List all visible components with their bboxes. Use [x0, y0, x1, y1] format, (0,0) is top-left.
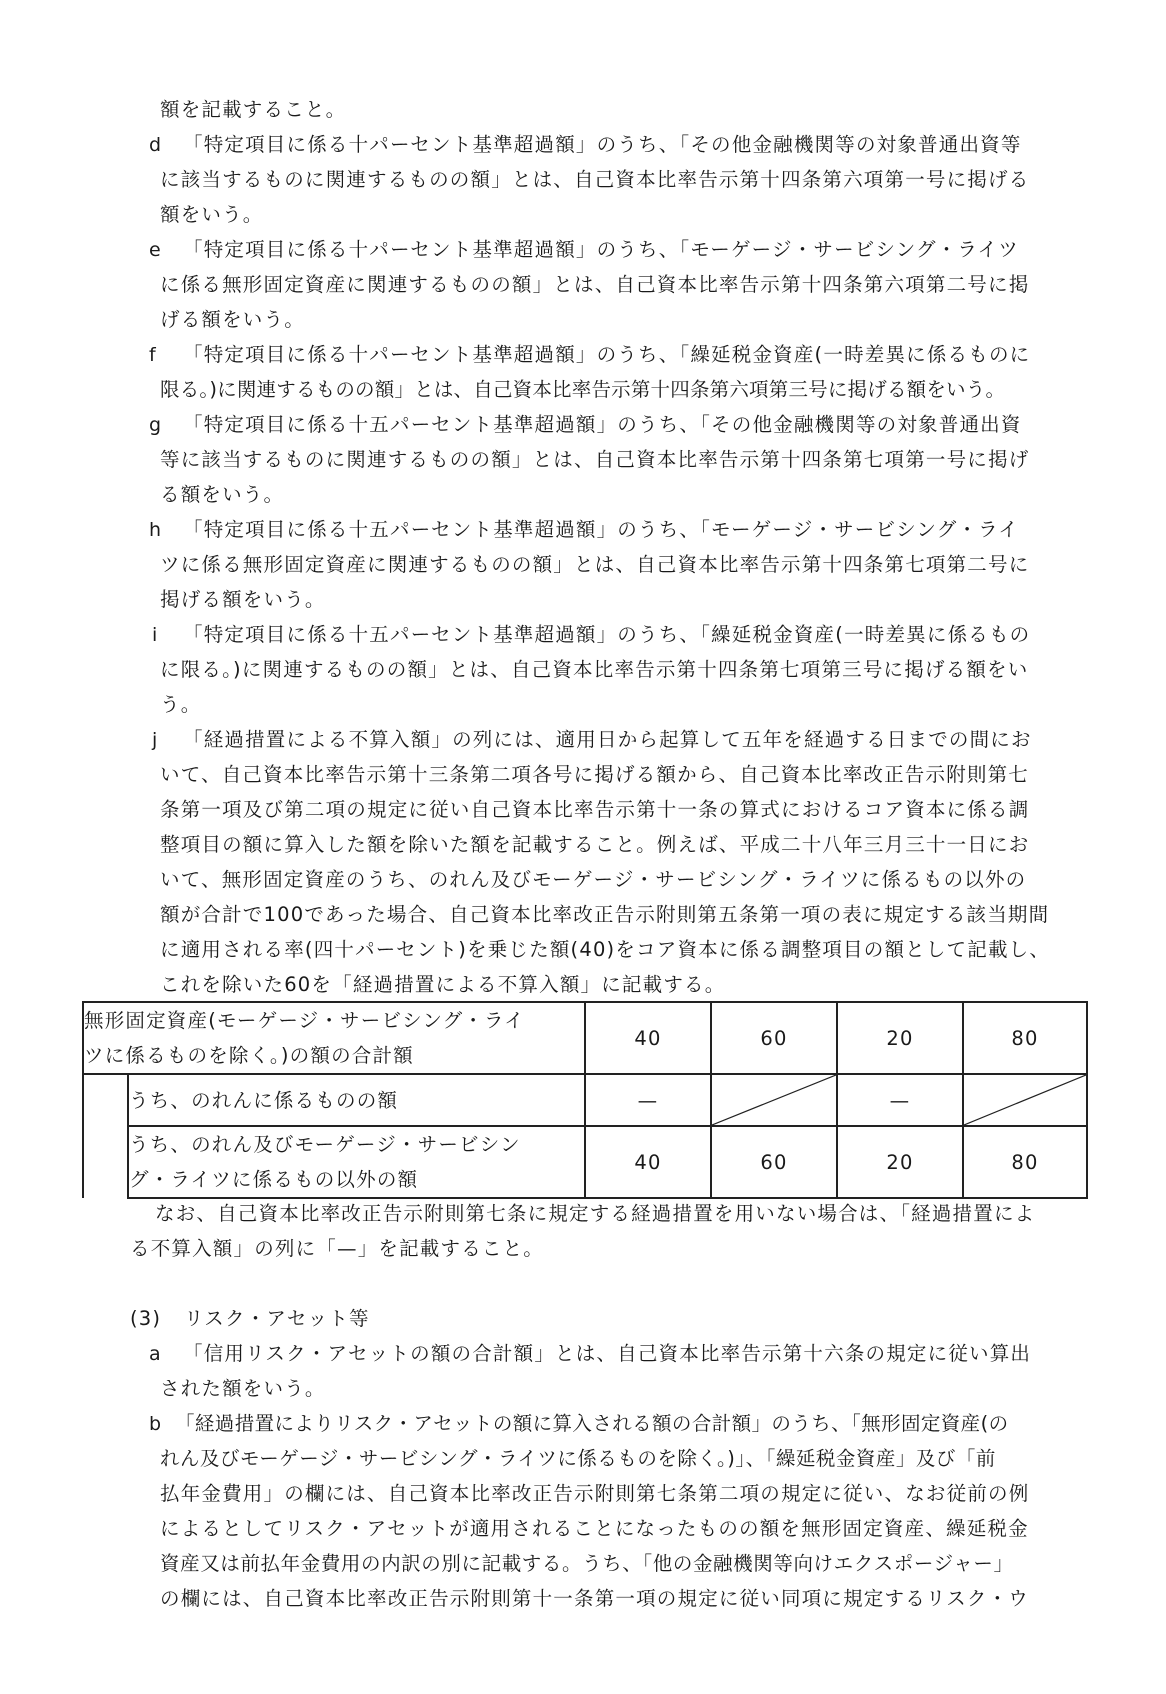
item-d-line-2: に該当するものに関連するものの額」とは、自己資本比率告示第十四条第六項第一号に掲げる	[160, 168, 1030, 191]
item-marker-f: f	[149, 344, 156, 366]
item-i-line-3: う。	[160, 693, 202, 716]
item-e-line-2: に係る無形固定資産に関連するものの額」とは、自己資本比率告示第十四条第六項第二号に掲	[160, 273, 1030, 296]
item-a-line-1: 「信用リスク・アセットの額の合計額」とは、自己資本比率告示第十六条の規定に従い算出	[183, 1342, 1032, 1365]
label-line-1: 無形固定資産(モーゲージ・サービシング・ライ	[84, 1009, 525, 1032]
item-j-line-5: いて、無形固定資産のうち、のれん及びモーゲージ・サービシング・ライツに係るもの以外の	[160, 868, 1027, 891]
label-line-1: うち、のれん及びモーゲージ・サービシン	[129, 1133, 521, 1156]
section-number: (3)	[130, 1307, 162, 1330]
item-j-line-2: いて、自己資本比率告示第十三条第二項各号に掲げる額から、自己資本比率改正告示附則第七	[160, 763, 1030, 786]
label-line-1: うち、のれんに係るものの額	[129, 1088, 399, 1112]
item-i-line-2: に限る。)に関連するものの額」とは、自己資本比率告示第十四条第七項第三号に掲げる額をい	[160, 658, 1029, 681]
table-cell: 40	[585, 1126, 711, 1198]
table-cell: 60	[711, 1002, 837, 1074]
diagonal-slash-icon	[964, 1075, 1086, 1125]
table-cell: 40	[585, 1002, 711, 1074]
table-row-label	[128, 1126, 585, 1198]
item-j-line-7: に適用される率(四十パーセント)を乗じた額(40)をコア資本に係る調整項目の額として記載し、	[160, 938, 1051, 961]
table-cell: 20	[837, 1126, 963, 1198]
table-indent-spacer	[83, 1074, 128, 1198]
table-cell-diagonal	[963, 1074, 1087, 1126]
table-row-other	[83, 1126, 1087, 1198]
item-marker-d: d	[149, 134, 162, 156]
item-b-line-2: れん及びモーゲージ・サービシング・ライツに係るものを除く。)」、「繰延税金資産」及び「前	[160, 1447, 996, 1470]
item-h-line-1: 「特定項目に係る十五パーセント基準超過額」のうち、「モーゲージ・サービシング・ライ	[183, 518, 1019, 541]
example-table	[82, 1001, 1088, 1199]
item-b-line-3: 払年金費用」の欄には、自己資本比率改正告示附則第七条第二項の規定に従い、なお従前の例	[160, 1482, 1030, 1505]
item-marker-i: i	[152, 624, 158, 646]
item-marker-e: e	[149, 239, 161, 261]
item-i-line-1: 「特定項目に係る十五パーセント基準超過額」のうち、「繰延税金資産(一時差異に係るもの	[183, 623, 1031, 646]
item-d-line-3: 額をいう。	[160, 203, 264, 226]
item-f-line-1: 「特定項目に係る十パーセント基準超過額」のうち、「繰延税金資産(一時差異に係るものに	[183, 343, 1031, 366]
label-line-2: グ・ライツに係るもの以外の額	[129, 1168, 419, 1191]
item-j-line-4: 整項目の額に算入した額を除いた額を記載すること。例えば、平成二十八年三月三十一日にお	[160, 833, 1030, 856]
item-f-line-2: 限る。)に関連するものの額」とは、自己資本比率告示第十四条第六項第三号に掲げる額をいう。	[160, 378, 1006, 401]
item-marker-a: a	[149, 1343, 161, 1365]
item-b-line-5: 資産又は前払年金費用の内訳の別に記載する。うち、「他の金融機関等向けエクスポージャー」	[160, 1552, 1014, 1575]
item-marker-h: h	[149, 519, 162, 541]
item-j-line-3: 条第一項及び第二項の規定に従い自己資本比率告示第十一条の算式におけるコア資本に係る調	[160, 798, 1030, 821]
diagonal-slash-icon	[712, 1075, 836, 1125]
item-g-line-3: る額をいう。	[160, 483, 285, 506]
item-h-line-3: 掲げる額をいう。	[160, 588, 326, 611]
item-a-line-2: された額をいう。	[160, 1377, 326, 1400]
item-h-line-2: ツに係る無形固定資産に関連するものの額」とは、自己資本比率告示第十四条第七項第二号に	[160, 553, 1030, 576]
item-e-line-3: げる額をいう。	[160, 308, 305, 331]
continuation-text: 額を記載すること。	[160, 98, 347, 121]
table-row-label	[128, 1074, 585, 1126]
table-cell: —	[837, 1074, 963, 1126]
item-g-line-1: 「特定項目に係る十五パーセント基準超過額」のうち、「その他金融機関等の対象普通出資	[183, 413, 1022, 436]
item-g-line-2: 等に該当するものに関連するものの額」とは、自己資本比率告示第十四条第七項第一号に掲げ	[160, 448, 1030, 471]
item-b-line-6: の欄には、自己資本比率改正告示附則第十一条第一項の規定に従い同項に規定するリスク・ウ	[160, 1587, 1030, 1610]
item-b-line-1: 「経過措置によりリスク・アセットの額に算入される額の合計額」のうち、「無形固定資産(の	[175, 1412, 1009, 1435]
label-line-2: ツに係るものを除く。)の額の合計額	[84, 1044, 414, 1067]
table-row-goodwill	[83, 1074, 1087, 1126]
item-d-line-1: 「特定項目に係る十パーセント基準超過額」のうち、「その他金融機関等の対象普通出資等	[183, 133, 1022, 156]
table-row-total	[83, 1002, 1087, 1074]
table-cell: —	[585, 1074, 711, 1126]
table-cell: 60	[711, 1126, 837, 1198]
item-marker-b: b	[149, 1413, 162, 1435]
item-e-line-1: 「特定項目に係る十パーセント基準超過額」のうち、「モーゲージ・サービシング・ライツ	[183, 238, 1019, 261]
item-j-line-1: 「経過措置による不算入額」の列には、適用日から起算して五年を経過する日までの間にお	[183, 728, 1032, 751]
item-marker-j: j	[152, 729, 158, 751]
table-cell-diagonal	[711, 1074, 837, 1126]
table-cell: 20	[837, 1002, 963, 1074]
item-b-line-4: によるとしてリスク・アセットが適用されることになったものの額を無形固定資産、繰延税金	[160, 1517, 1029, 1540]
item-j-line-8: これを除いた60を「経過措置による不算入額」に記載する。	[160, 973, 726, 996]
table-cell: 80	[963, 1002, 1087, 1074]
section-title: リスク・アセット等	[184, 1307, 370, 1330]
table-row-label	[83, 1002, 585, 1074]
note-line-1: なお、自己資本比率改正告示附則第七条に規定する経過措置を用いない場合は、「経過措置によ	[155, 1202, 1036, 1225]
item-j-line-6: 額が合計で100であった場合、自己資本比率改正告示附則第五条第一項の表に規定する該当期間	[160, 903, 1050, 926]
table-cell: 80	[963, 1126, 1087, 1198]
note-line-2: る不算入額」の列に「—」を記載すること。	[130, 1237, 545, 1260]
item-marker-g: g	[149, 414, 162, 436]
